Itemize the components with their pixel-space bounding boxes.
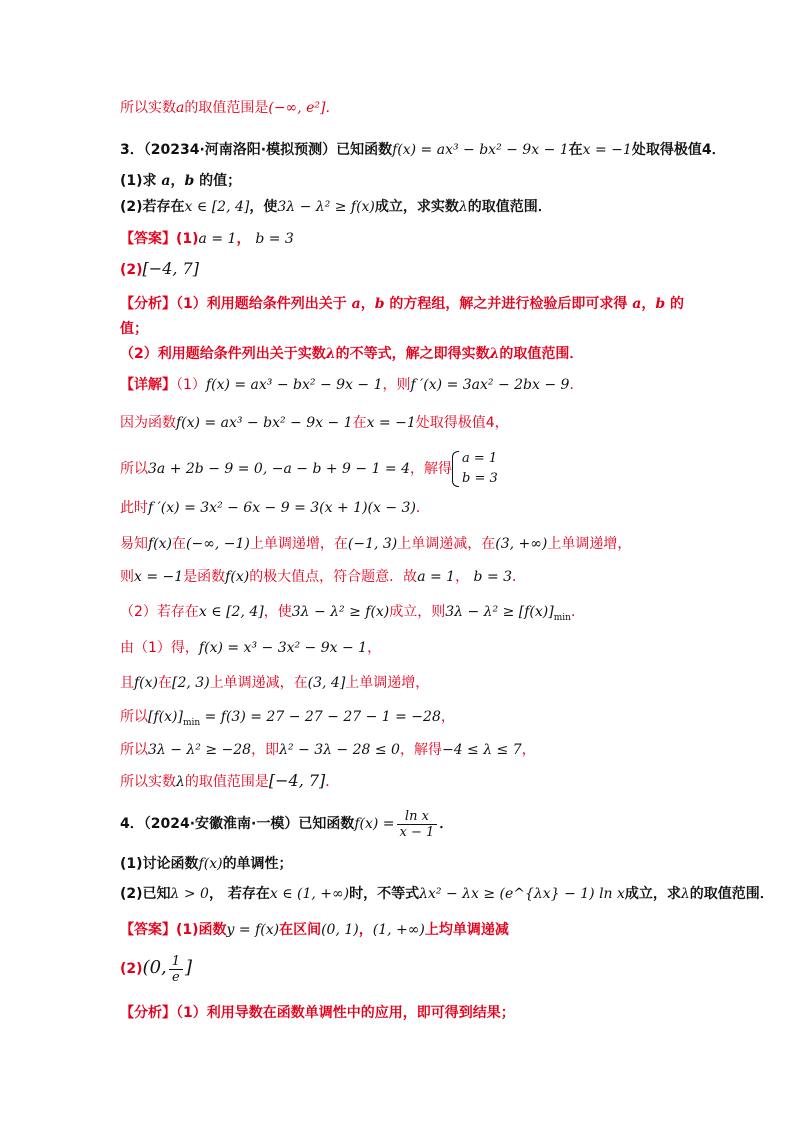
text: 的极大值点，符合题意．故: [249, 569, 418, 585]
math: a = 1: [198, 231, 237, 247]
text: (2)已知: [120, 886, 171, 902]
text: ，: [358, 922, 373, 938]
text: 的单调性；: [222, 856, 293, 872]
text: ．: [439, 816, 454, 832]
answer-tag: 【答案】: [120, 922, 176, 938]
question-3-part-1: [120, 170, 690, 192]
detail-line-5: [120, 533, 690, 555]
subscript: min: [182, 717, 201, 728]
math: (3, 4]: [307, 675, 346, 691]
text: 在: [568, 142, 583, 158]
text: 值；: [120, 321, 148, 337]
math: x = −1: [134, 569, 184, 585]
math: b = 3: [473, 569, 513, 585]
text: ，则: [382, 377, 411, 393]
math: f(x): [134, 675, 159, 691]
analysis-tag: 【分析】: [120, 1005, 176, 1021]
denominator: e: [172, 969, 180, 985]
text: ，: [440, 709, 455, 725]
detail-line-4: [120, 497, 690, 519]
math: b = 3: [255, 231, 294, 247]
text: ．: [512, 569, 527, 585]
text: ， 若存在: [208, 886, 270, 902]
text: 在: [172, 536, 187, 552]
text: ，: [170, 173, 185, 189]
text: 所以: [120, 461, 148, 477]
text: 所以: [120, 742, 148, 758]
text: 此时: [120, 500, 148, 516]
text: 上单调递增，: [345, 675, 430, 691]
math: f(x) = x³ − 3x² − 9x − 1: [198, 640, 368, 656]
text: 上均单调递减: [424, 922, 509, 938]
math: x ∈ [2, 4]: [198, 604, 264, 620]
text: 上单调递减，在: [209, 675, 308, 691]
numerator: 1: [169, 954, 183, 970]
text: 易知: [120, 536, 148, 552]
text: 则: [120, 569, 134, 585]
math: [2, 3): [172, 675, 210, 691]
math: λ: [325, 346, 336, 362]
math: a: [632, 296, 642, 312]
math: a: [351, 296, 361, 312]
detail-line-2: [120, 412, 690, 434]
question-3-stem: [120, 139, 726, 161]
denominator: x − 1: [399, 824, 435, 840]
text: （1）: [176, 377, 206, 393]
text: (1)函数: [176, 922, 227, 938]
text: ，即: [251, 742, 280, 758]
answer-4-part-1: [120, 919, 690, 941]
text: 的取值范围是: [184, 774, 269, 790]
fraction: [397, 809, 438, 840]
analysis-tag: 【分析】: [120, 296, 176, 312]
math: (−1, 3): [347, 536, 398, 552]
math: (−∞, −1): [186, 536, 250, 552]
detail-line-7: [120, 601, 690, 629]
question-3-part-2: [120, 196, 690, 218]
math: f(x) = ax³ − bx² − 9x − 1: [205, 377, 383, 393]
math: 3λ − λ² ≥ −28: [148, 742, 252, 758]
answer-3-part-2: [120, 258, 690, 281]
math: x = −1: [582, 142, 632, 158]
math: ]: [185, 957, 193, 978]
subscript: min: [553, 612, 571, 623]
text: 由（1）得，: [120, 640, 199, 656]
text: 在: [352, 415, 367, 431]
math: x ∈ [2, 4]: [184, 199, 250, 215]
text: ，使: [263, 604, 292, 620]
text: 的方程组，解之并进行检验后即可求得: [384, 296, 633, 312]
detail-line-11: [120, 739, 690, 761]
text: ．: [569, 377, 584, 393]
text: (1): [176, 231, 199, 247]
math: y = f(x): [226, 922, 280, 938]
math: (0, 1): [321, 922, 359, 938]
text: 上单调递减，在: [397, 536, 496, 552]
text: 处取得极值4．: [631, 142, 726, 158]
text: ，使: [249, 199, 278, 215]
math: f ′(x) = 3ax² − 2bx − 9: [410, 377, 570, 393]
text: ．: [570, 604, 585, 620]
math: f(x) =: [354, 816, 395, 832]
fraction: [169, 954, 183, 985]
text: 所以实数: [120, 100, 176, 116]
math: λx² − λx ≥ (e^{λx} − 1) ln x: [419, 886, 625, 902]
text: (1)讨论函数: [120, 856, 199, 872]
math: −4 ≤ λ ≤ 7: [441, 742, 522, 758]
text: 的不等式，解之即得实数: [335, 346, 490, 362]
math: (0,: [142, 957, 167, 978]
math: f(x): [148, 536, 173, 552]
text: ，: [367, 640, 382, 656]
math: f(x): [225, 569, 250, 585]
text: 成立，求实数: [374, 199, 459, 215]
question-4-stem: [120, 806, 690, 842]
text: 的: [665, 296, 684, 312]
text: 因为函数: [120, 415, 176, 431]
text: (2)若存在: [120, 199, 185, 215]
detail-line-8: [120, 637, 690, 659]
numerator: ln x: [397, 809, 438, 825]
math: 3λ − λ² ≥ f(x): [291, 604, 390, 620]
text: ，解得: [399, 742, 442, 758]
text: 4．（2024·安徽淮南·一模）已知函数: [120, 816, 355, 832]
math: λ: [680, 886, 690, 902]
text: ．: [325, 774, 340, 790]
text: 3．（20234·河南洛阳·模拟预测）已知函数: [120, 142, 393, 158]
math: x ∈ (1, +∞): [269, 886, 350, 902]
analysis-4-part-1: [120, 1002, 690, 1024]
text: （1）利用导数在函数单调性中的应用，即可得到结果；: [176, 1005, 515, 1021]
equation-system: [452, 449, 498, 489]
math: (3, +∞): [495, 536, 548, 552]
math: b: [374, 296, 385, 312]
math: λ > 0: [170, 886, 209, 902]
math: f(x): [198, 856, 223, 872]
math: λ² − 3λ − 28 ≤ 0: [279, 742, 400, 758]
math: (−∞, e²].: [268, 100, 330, 116]
detail-line-1: [120, 374, 690, 396]
text: 的取值范围是: [184, 100, 269, 116]
text: (1)求: [120, 173, 162, 189]
text: (2): [120, 961, 143, 977]
math: x = −1: [366, 415, 416, 431]
math: λ: [458, 199, 468, 215]
math: [−4, 7]: [268, 771, 326, 790]
math: 3λ − λ² ≥ [f(x)]: [445, 604, 554, 620]
prev-conclusion-line: [120, 97, 690, 119]
detail-tag: 【详解】: [120, 377, 176, 393]
text: 处取得极值4，: [415, 415, 509, 431]
text: 在: [158, 675, 173, 691]
answer-3-part-1: [120, 228, 690, 250]
analysis-3-part-2: [120, 343, 690, 365]
math: λ: [489, 346, 500, 362]
analysis-3-part-1: [120, 293, 690, 315]
math: a: [176, 100, 185, 116]
text: (2): [120, 262, 143, 278]
text: （2）若存在: [120, 604, 199, 620]
math: f(x) = ax³ − bx² − 9x − 1: [392, 142, 569, 158]
text: 的取值范围．: [467, 199, 552, 215]
math: b: [184, 173, 195, 189]
text: 的取值范围．: [689, 886, 774, 902]
question-4-part-1: [120, 853, 690, 875]
text: （1）利用题给条件列出关于: [176, 296, 352, 312]
math: [−4, 7]: [142, 259, 199, 278]
equation: b = 3: [462, 471, 498, 486]
text: ，: [521, 742, 536, 758]
text: 上单调递增，: [547, 536, 632, 552]
text: ，: [455, 569, 474, 585]
math: a: [161, 173, 171, 189]
text: ，: [236, 231, 256, 247]
text: （2）利用题给条件列出关于实数: [120, 346, 326, 362]
detail-line-12: [120, 770, 690, 793]
text: 上单调递增，在: [249, 536, 348, 552]
math: f ′(x) = 3x² − 6x − 9 = 3(x + 1)(x − 3): [148, 500, 416, 516]
math: λ: [176, 774, 185, 790]
math: [f(x)]: [148, 709, 183, 725]
answer-4-part-2: [120, 948, 690, 989]
math: 3a + 2b − 9 = 0, −a − b + 9 − 1 = 4: [148, 461, 411, 477]
math: 3λ − λ² ≥ f(x): [277, 199, 375, 215]
text: 成立，求: [624, 886, 681, 902]
detail-line-10: [120, 706, 690, 734]
text: ，解得: [410, 461, 453, 477]
text: 的取值范围．: [499, 346, 584, 362]
text: 成立，则: [389, 604, 446, 620]
math: = f(3) = 27 − 27 − 27 − 1 = −28: [200, 709, 441, 725]
text: 时，不等式: [349, 886, 420, 902]
text: 所以: [120, 709, 148, 725]
text: ，: [360, 296, 375, 312]
text: 在区间: [279, 922, 322, 938]
detail-line-6: [120, 566, 690, 588]
math: (1, +∞): [372, 922, 425, 938]
question-4-part-2: [120, 883, 774, 905]
text: 的值；: [194, 173, 242, 189]
analysis-3-part-1-cont: [120, 318, 690, 340]
text: 且: [120, 675, 134, 691]
text: 所以实数: [120, 774, 176, 790]
text: ，: [641, 296, 656, 312]
math: a = 1: [417, 569, 456, 585]
math: f(x) = ax³ − bx² − 9x − 1: [176, 415, 353, 431]
detail-line-9: [120, 672, 690, 694]
answer-tag: 【答案】: [120, 231, 176, 247]
text: ．: [415, 500, 430, 516]
detail-line-3: [120, 448, 690, 490]
text: 是函数: [183, 569, 226, 585]
equation: a = 1: [462, 451, 498, 466]
math: b: [655, 296, 666, 312]
